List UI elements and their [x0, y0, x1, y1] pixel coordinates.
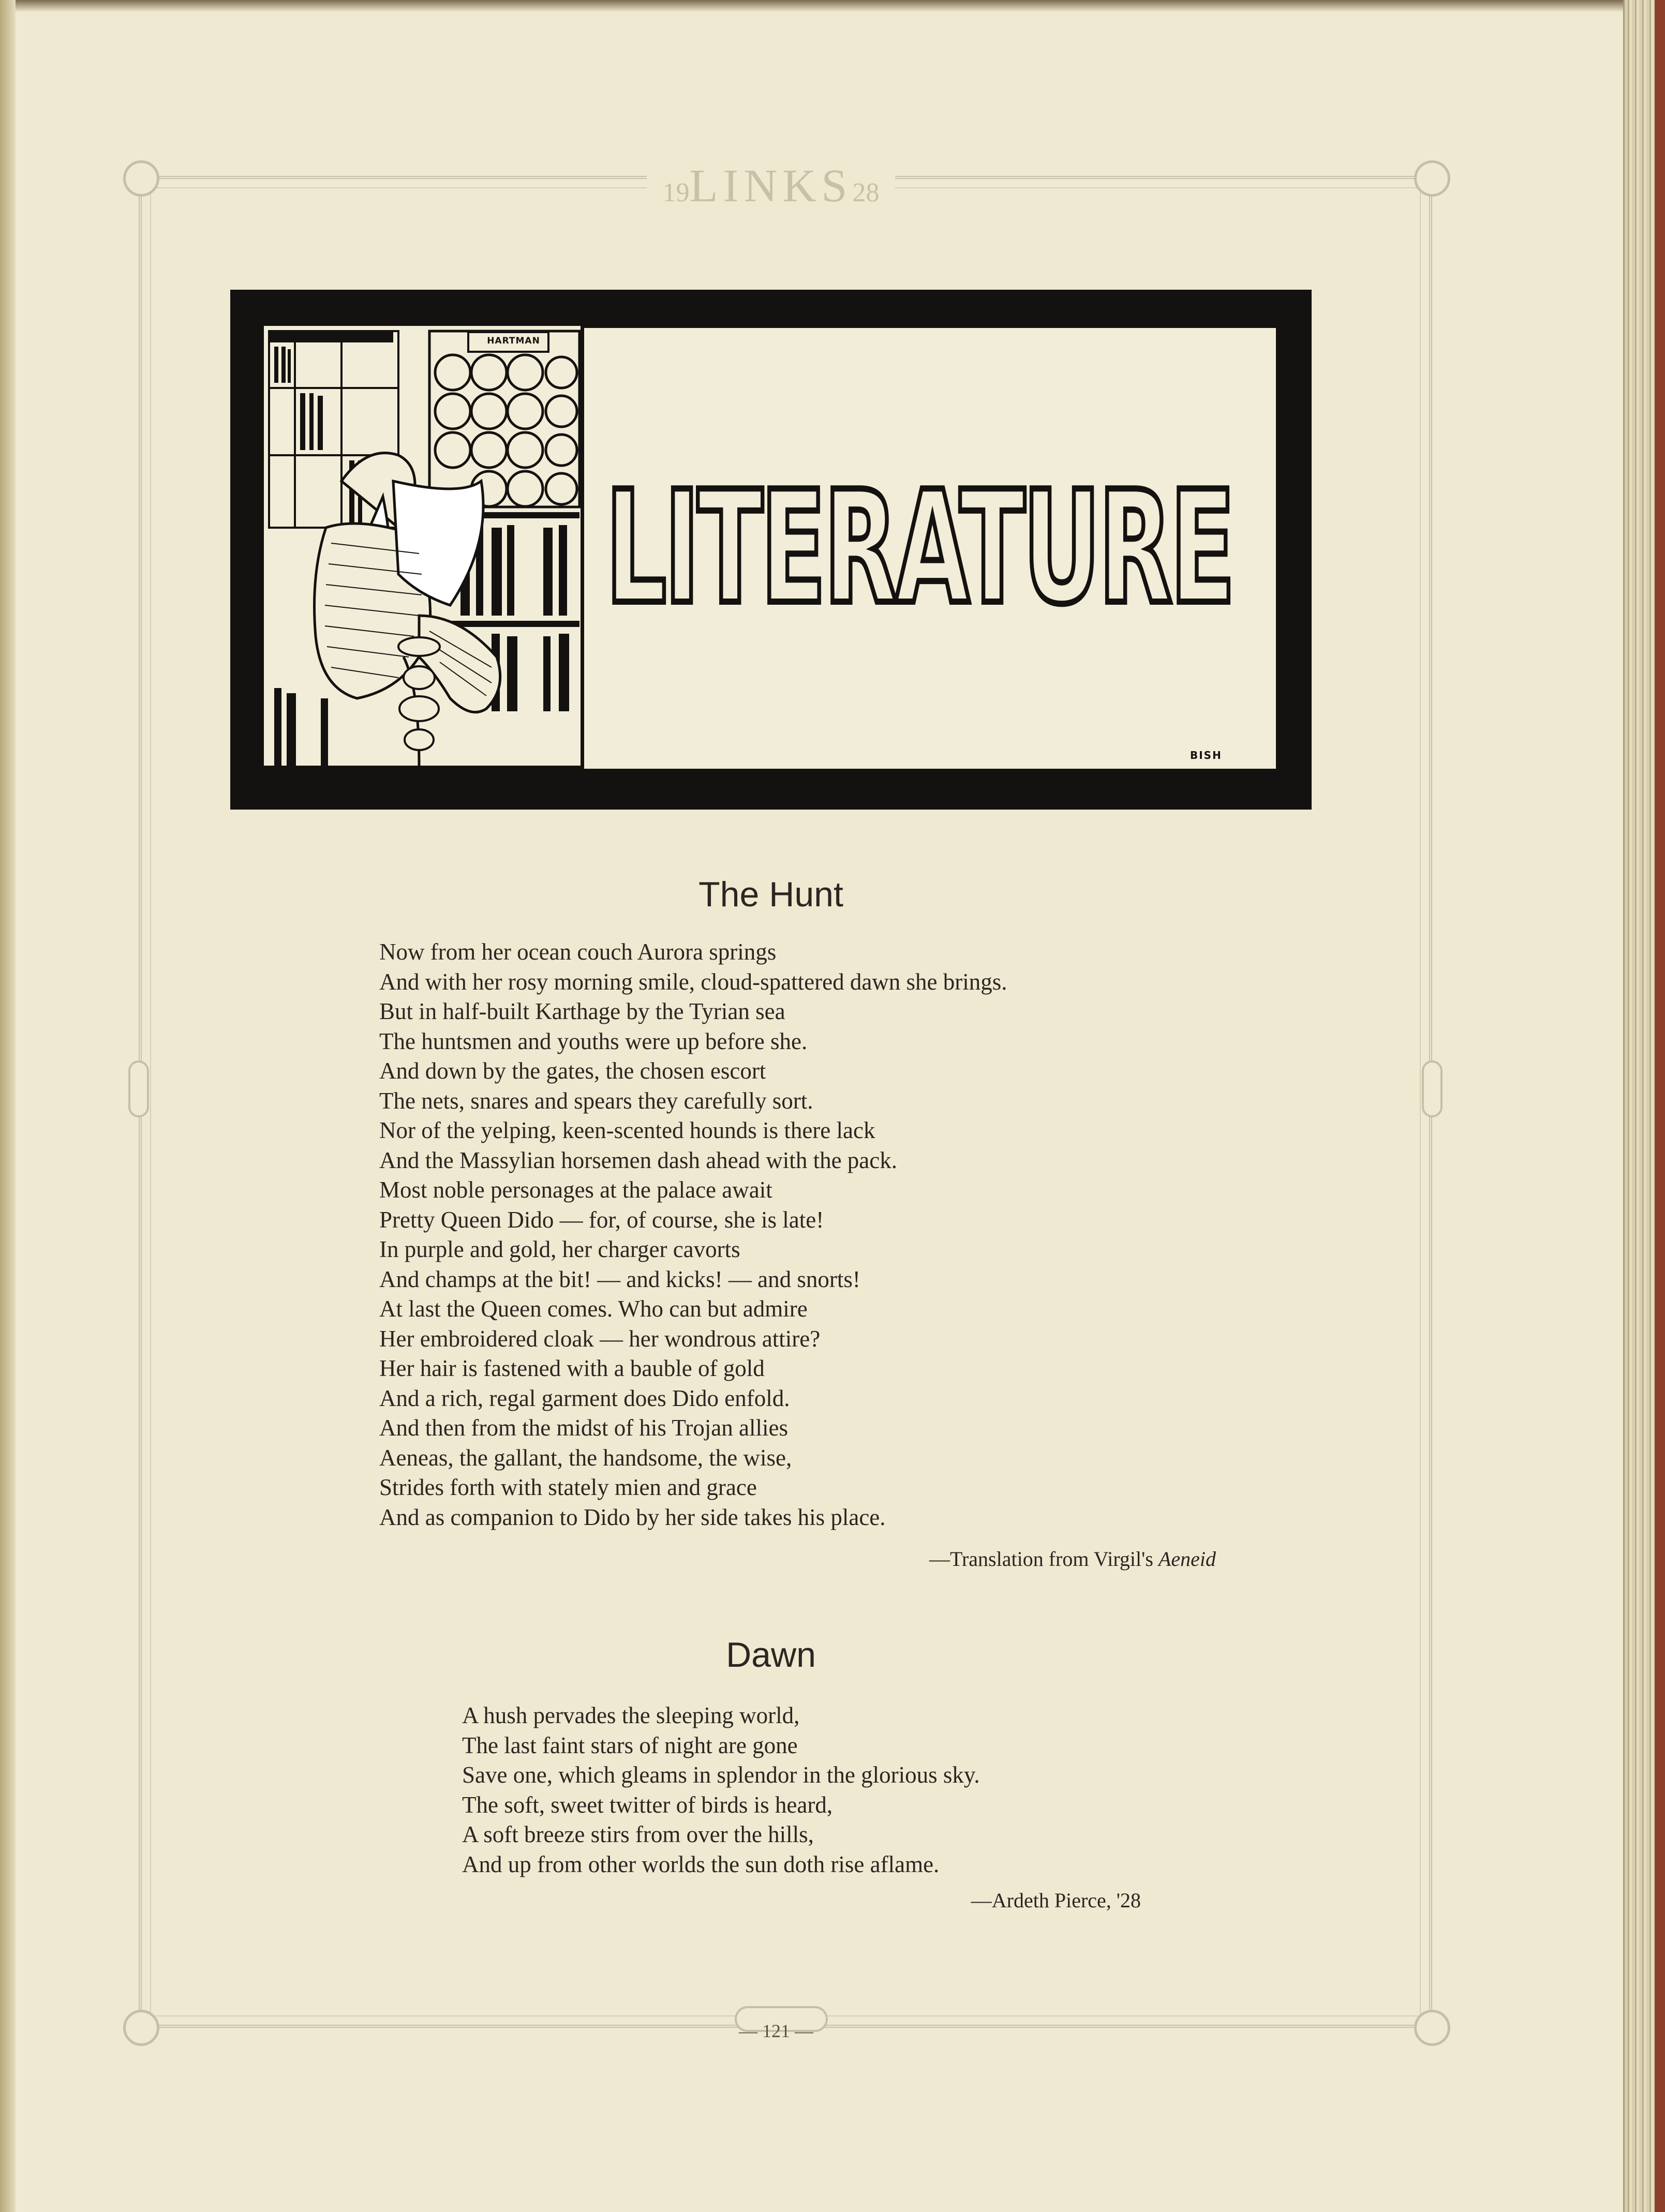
poem-line: The nets, snares and spears they carefully sort.: [379, 1087, 813, 1114]
poem-line: But in half-built Karthage by the Tyrian sea: [379, 998, 785, 1024]
attribution-text: —Translation from Virgil's: [929, 1547, 1158, 1571]
poem-line: And as companion to Dido by her side takes his place.: [379, 1504, 886, 1530]
header-year-right: 28: [852, 178, 880, 207]
poem-line: Save one, which gleams in splendor in the glorious sky.: [462, 1762, 980, 1788]
scholar-illustration: [264, 326, 581, 771]
poem-attribution: [724, 1547, 1216, 1571]
banner-title-wrapper: [605, 450, 1278, 647]
poem-line: The huntsmen and youths were up before she.: [379, 1028, 808, 1054]
poem-line: And a rich, regal garment does Dido enfold.: [379, 1385, 790, 1411]
poem-line: Her embroidered cloak — her wondrous attire?: [379, 1325, 821, 1352]
header-title: LINKS: [689, 160, 853, 212]
poem-line: And then from the midst of his Trojan allies: [379, 1415, 788, 1441]
poem-line: And the Massylian horsemen dash ahead with the pack.: [379, 1147, 897, 1173]
poem-line: Pretty Queen Dido — for, of course, she is late!: [379, 1206, 824, 1233]
frame-corner-ornament: [123, 160, 159, 197]
poem-line: And down by the gates, the chosen escort: [379, 1058, 766, 1084]
running-header: [647, 155, 895, 217]
page-top-edge: [0, 0, 1665, 11]
frame-corner-ornament: [1414, 160, 1450, 197]
book-cover-edge: [1655, 0, 1665, 2212]
poem-line: And up from other worlds the sun doth rise aflame.: [462, 1851, 940, 1877]
poem-line: And with her rosy morning smile, cloud-spattered dawn she brings.: [379, 968, 1007, 995]
poem-line: A soft breeze stirs from over the hills,: [462, 1821, 814, 1847]
poem-line: A hush pervades the sleeping world,: [462, 1702, 800, 1728]
poem-title: Dawn: [726, 1635, 816, 1675]
frame-side-ornament: [1422, 1060, 1443, 1117]
poem-body: [462, 1701, 980, 1879]
shelf-sign: HARTMAN: [487, 336, 540, 346]
poem-line: Now from her ocean couch Aurora springs: [379, 939, 777, 965]
poem-line: At last the Queen comes. Who can but admire: [379, 1296, 808, 1322]
attribution-work: Aeneid: [1158, 1547, 1216, 1571]
poem-attribution: [776, 1888, 1141, 1912]
frame-corner-ornament: [123, 2010, 159, 2046]
poem-line: And champs at the bit! — and kicks! — and snorts!: [379, 1266, 860, 1292]
poem-line: Nor of the yelping, keen-scented hounds is there lack: [379, 1117, 875, 1143]
poem-line: Most noble personages at the palace await: [379, 1177, 772, 1203]
attribution-text: —Ardeth Pierce, '28: [971, 1889, 1141, 1912]
poem-line: Strides forth with stately mien and grace: [379, 1474, 757, 1500]
frame-side-ornament: [128, 1060, 149, 1117]
header-year-left: 19: [662, 178, 690, 207]
poem-line: The soft, sweet twitter of birds is heard,: [462, 1791, 833, 1818]
poem-line: Her hair is fastened with a bauble of gold: [379, 1355, 765, 1381]
artist-signature: BISH: [1190, 749, 1222, 761]
banner-title: LITERATURE: [605, 458, 1233, 638]
frame-corner-ornament: [1414, 2010, 1450, 2046]
page-left-edge: [0, 0, 16, 2212]
poem-line: The last faint stars of night are gone: [462, 1732, 798, 1758]
poem-line: Aeneas, the gallant, the handsome, the wise,: [379, 1444, 792, 1471]
poem-line: In purple and gold, her charger cavorts: [379, 1236, 740, 1262]
page-number: — 121 —: [739, 2021, 813, 2041]
poem-body: [379, 937, 1007, 1532]
poem-title: The Hunt: [698, 875, 843, 914]
